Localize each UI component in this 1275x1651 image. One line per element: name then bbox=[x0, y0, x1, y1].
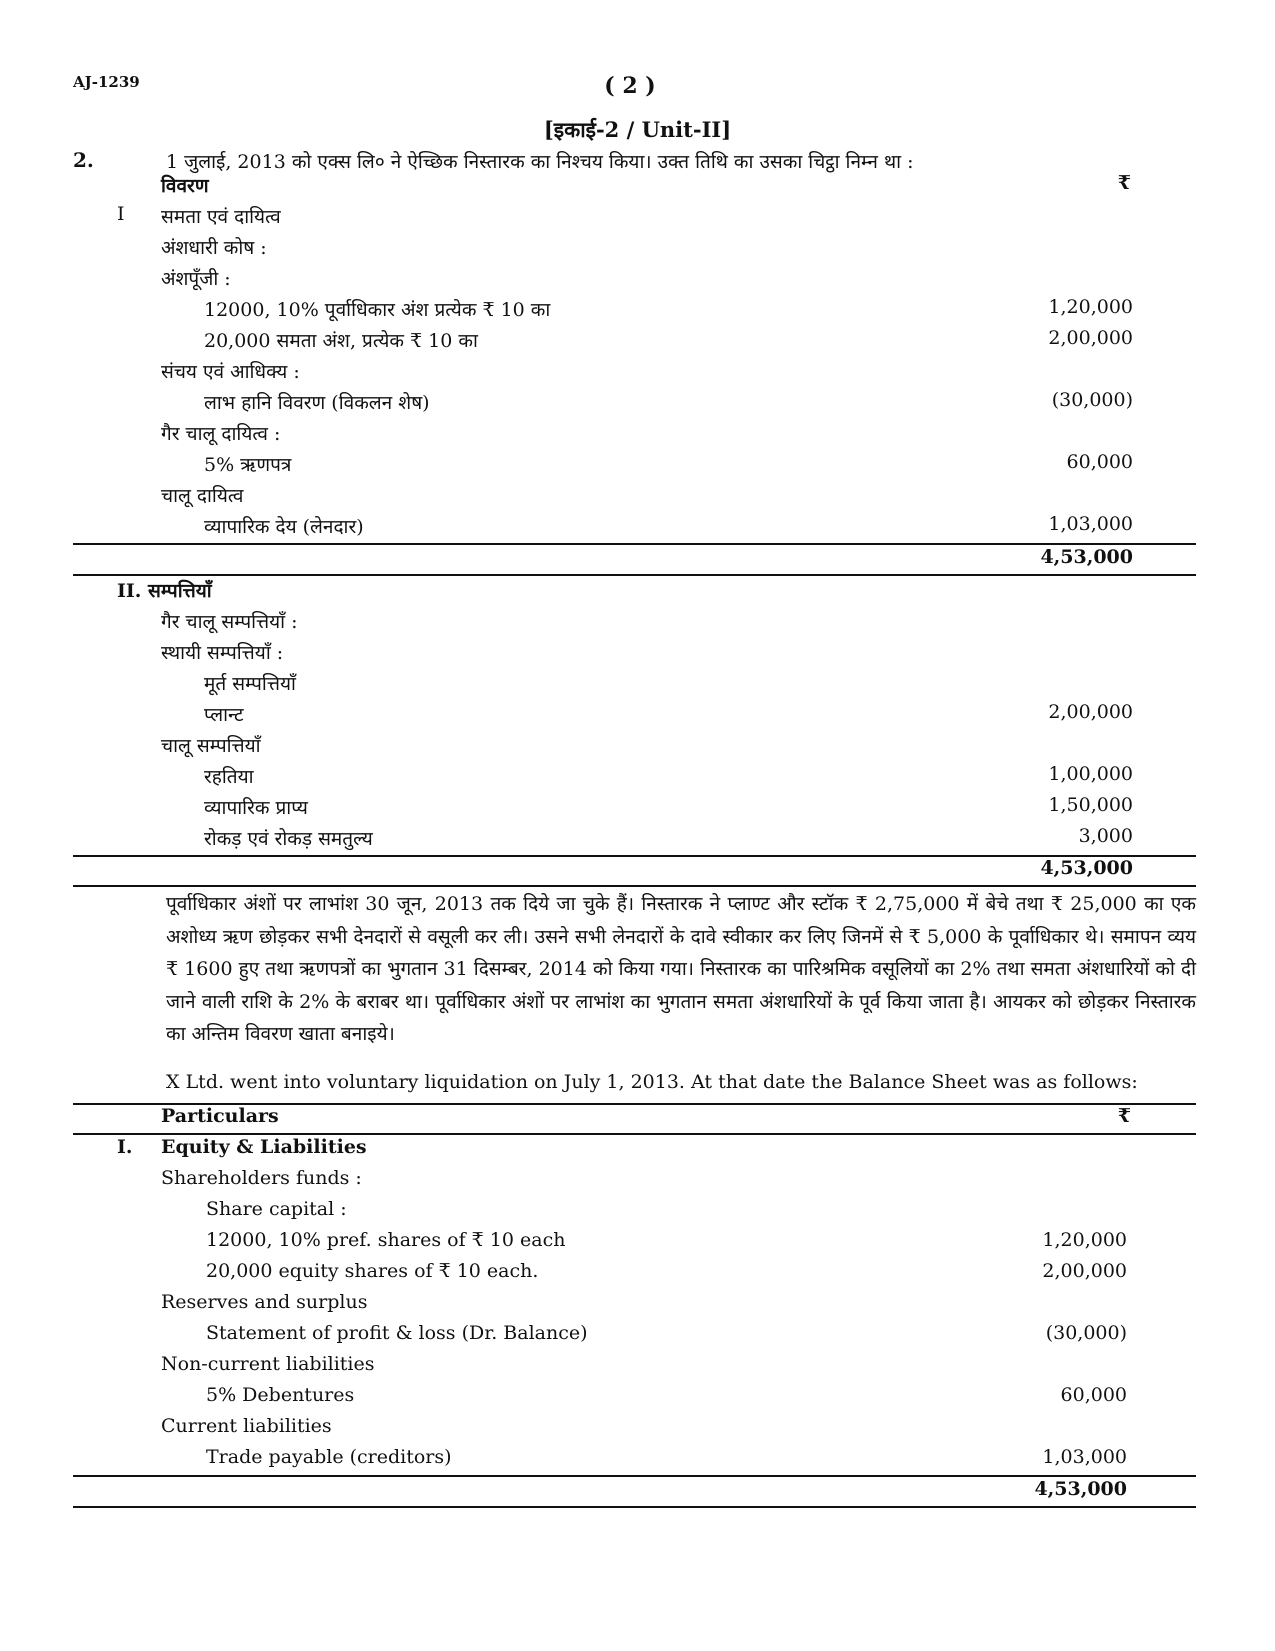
hindi-share-capital: अंशपूँजी : bbox=[161, 268, 231, 290]
english-pl-statement: Statement of profit & loss (Dr. Balance) bbox=[206, 1322, 588, 1344]
english-pref-shares-amount: 1,20,000 bbox=[1042, 1229, 1127, 1251]
hindi-cash: रोकड़ एवं रोकड़ समतुल्य bbox=[204, 828, 373, 850]
english-total-liabilities: 4,53,000 bbox=[1034, 1478, 1127, 1500]
english-equity-shares-amount: 2,00,000 bbox=[1042, 1260, 1127, 1282]
hindi-stock: रहतिया bbox=[204, 766, 254, 788]
english-debentures: 5% Debentures bbox=[206, 1384, 355, 1406]
hindi-pref-shares: 12000, 10% पूर्वाधिकार अंश प्रत्येक ₹ 10 का bbox=[204, 299, 551, 321]
hindi-fixed-assets: स्थायी सम्पत्तियाँ : bbox=[161, 642, 284, 664]
paper-code: AJ-1239 bbox=[73, 73, 140, 91]
english-trade-payable-amount: 1,03,000 bbox=[1042, 1446, 1127, 1468]
hindi-pref-shares-amount: 1,20,000 bbox=[1048, 296, 1133, 318]
english-share-capital: Share capital : bbox=[206, 1198, 347, 1220]
english-noncurrent-liabilities: Non-current liabilities bbox=[161, 1353, 375, 1375]
hindi-trade-payable-amount: 1,03,000 bbox=[1048, 513, 1133, 535]
english-pl-statement-amount: (30,000) bbox=[1045, 1322, 1127, 1344]
hindi-total-assets: 4,53,000 bbox=[1040, 857, 1133, 879]
english-col-amount: ₹ bbox=[1117, 1105, 1131, 1127]
english-trade-payable: Trade payable (creditors) bbox=[206, 1446, 452, 1468]
hindi-reserves: संचय एवं आधिक्य : bbox=[161, 361, 300, 383]
hindi-noncurrent-liabilities: गैर चालू दायित्व : bbox=[161, 423, 281, 445]
hindi-debentures-amount: 60,000 bbox=[1066, 451, 1133, 473]
hindi-equity-shares: 20,000 समता अंश, प्रत्येक ₹ 10 का bbox=[204, 330, 478, 352]
english-section1-title: Equity & Liabilities bbox=[161, 1136, 367, 1158]
hindi-plant-amount: 2,00,000 bbox=[1048, 701, 1133, 723]
unit-title: [इकाई-2 / Unit-II] bbox=[543, 117, 732, 142]
english-shareholders-funds: Shareholders funds : bbox=[161, 1167, 362, 1189]
english-current-liabilities: Current liabilities bbox=[161, 1415, 332, 1437]
hindi-current-liabilities: चालू दायित्व bbox=[161, 485, 244, 507]
hindi-cash-amount: 3,000 bbox=[1078, 825, 1133, 847]
english-section1-num: I. bbox=[117, 1136, 133, 1158]
hindi-section2-title: II. सम्पत्तियाँ bbox=[117, 580, 212, 602]
english-col-particulars: Particulars bbox=[161, 1105, 279, 1127]
hindi-equity-shares-amount: 2,00,000 bbox=[1048, 327, 1133, 349]
hindi-tangible-assets: मूर्त सम्पत्तियाँ bbox=[204, 673, 296, 695]
hindi-pl-statement: लाभ हानि विवरण (विकलन शेष) bbox=[204, 392, 430, 414]
hindi-pl-statement-amount: (30,000) bbox=[1051, 389, 1133, 411]
page-number: ( 2 ) bbox=[604, 73, 656, 99]
english-equity-shares: 20,000 equity shares of ₹ 10 each. bbox=[206, 1260, 539, 1282]
divider bbox=[73, 885, 1196, 887]
hindi-debentures: 5% ऋणपत्र bbox=[204, 454, 292, 476]
hindi-trade-payable: व्यापारिक देय (लेनदार) bbox=[204, 516, 364, 538]
english-intro: X Ltd. went into voluntary liquidation on July 1, 2013. At that date the Balance Sheet was as follows: bbox=[166, 1071, 1138, 1093]
hindi-section1-num: I bbox=[117, 203, 125, 225]
hindi-stock-amount: 1,00,000 bbox=[1048, 763, 1133, 785]
hindi-total-liabilities: 4,53,000 bbox=[1040, 546, 1133, 568]
hindi-col-amount: ₹ bbox=[1117, 172, 1131, 194]
hindi-col-particulars: विवरण bbox=[161, 175, 209, 197]
hindi-intro: 1 जुलाई, 2013 को एक्स लि० ने ऐच्छिक निस्तारक का निश्चय किया। उक्त तिथि का उसका चिट्ठा निम्न था : bbox=[166, 151, 914, 173]
english-reserves: Reserves and surplus bbox=[161, 1291, 368, 1313]
hindi-receivables: व्यापारिक प्राप्य bbox=[204, 797, 308, 819]
divider bbox=[73, 1506, 1196, 1508]
hindi-noncurrent-assets: गैर चालू सम्पत्तियाँ : bbox=[161, 611, 298, 633]
hindi-plant: प्लान्ट bbox=[204, 704, 244, 726]
hindi-section1-title: समता एवं दायित्व bbox=[161, 206, 281, 228]
hindi-shareholders-funds: अंशधारी कोष : bbox=[161, 237, 267, 259]
hindi-question-paragraph: पूर्वाधिकार अंशों पर लाभांश 30 जून, 2013 तक दिये जा चुके हैं। निस्तारक ने प्लाण्ट और स्टॉक ₹ 2,75,000 में बेचे तथा ₹ 25,000 का एक अशोध्य ऋण छोड़कर सभी देनदारों से वसूली कर ली। उसने सभी लेनदारों के दावे स्वीकार कर लिए जिनमें से ₹ 5,000 के पूर्वाधिकार थे। समापन व्यय ₹ 1600 हुए तथा ऋणपत्रों का भुगतान 31 दिसम्बर, 2014 को किया गया। निस्तारक का पारिश्रमिक वसूलियों का 2% तथा समता अंशधारियों को दी जाने वाली राशि के 2% के बराबर था। पूर्वाधिकार अंशों पर लाभांश का भुगतान समता अंशधारियों के पूर्व किया जाता है। आयकर को छोड़कर निस्तारक का अन्तिम विवरण खाता बनाइये। bbox=[166, 893, 1196, 1045]
question-number: 2. bbox=[73, 148, 94, 172]
hindi-current-assets: चालू सम्पत्तियाँ bbox=[161, 735, 261, 757]
english-pref-shares: 12000, 10% pref. shares of ₹ 10 each bbox=[206, 1229, 566, 1251]
english-debentures-amount: 60,000 bbox=[1060, 1384, 1127, 1406]
hindi-receivables-amount: 1,50,000 bbox=[1048, 794, 1133, 816]
